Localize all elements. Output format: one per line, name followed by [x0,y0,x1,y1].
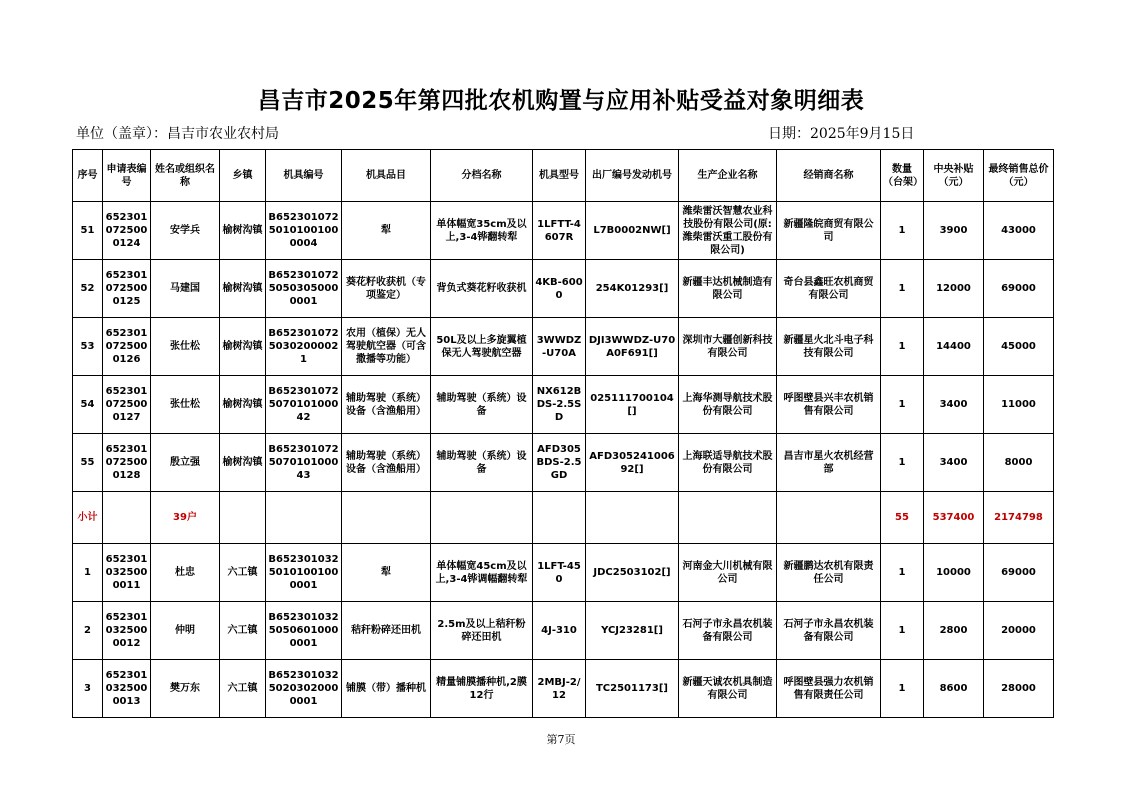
cell-grade: 单体幅宽35cm及以上,3-4铧翻转犁 [431,202,533,260]
empty-cell [586,492,679,544]
empty-cell [342,492,431,544]
cell-price: 20000 [984,602,1054,660]
cell-model: 4KB-6000 [533,260,586,318]
col-header: 机具品目 [342,150,431,202]
cell-model: 4J-310 [533,602,586,660]
cell-manufacturer: 新疆丰达机械制造有限公司 [679,260,777,318]
col-header: 出厂编号发动机号 [586,150,679,202]
cell-machine-no: B65230107250302000021 [266,318,342,376]
cell-town: 榆树沟镇 [220,376,266,434]
cell-dealer: 昌吉市星火农机经营部 [777,434,881,492]
cell-machine-no: B65230107250503050000001 [266,260,342,318]
cell-town: 榆树沟镇 [220,260,266,318]
subtotal-label: 小计 [73,492,103,544]
cell-subsidy: 8600 [924,660,984,718]
cell-subsidy: 14400 [924,318,984,376]
page-number: 第7页 [546,733,576,746]
cell-name: 杜忠 [151,544,220,602]
table-row [73,434,1054,492]
cell-model: 1LFT-450 [533,544,586,602]
cell-manufacturer: 深圳市大疆创新科技有限公司 [679,318,777,376]
unit-label: 单位（盖章）：昌吉市农业农村局 [76,126,279,142]
subtotal-price: 2174798 [984,492,1054,544]
cell-app-no: 6523010725000126 [103,318,151,376]
cell-name: 殷立强 [151,434,220,492]
cell-manufacturer: 石河子市永昌农机装备有限公司 [679,602,777,660]
col-header: 申请表编号 [103,150,151,202]
col-header: 经销商名称 [777,150,881,202]
cell-subsidy: 2800 [924,602,984,660]
cell-qty: 1 [881,202,924,260]
header-row [73,150,1054,202]
cell-model: 3WWDZ-U70A [533,318,586,376]
cell-category: 犁 [342,544,431,602]
cell-name: 安学兵 [151,202,220,260]
cell-dealer: 石河子市永昌农机装备有限公司 [777,602,881,660]
subtotal-households: 39户 [151,492,220,544]
page-title: 昌吉市2025年第四批农机购置与应用补贴受益对象明细表 [257,88,865,114]
cell-price: 45000 [984,318,1054,376]
cell-qty: 1 [881,376,924,434]
subsidy-detail-table [72,149,1054,718]
subtotal-subsidy: 537400 [924,492,984,544]
cell-qty: 1 [881,544,924,602]
cell-grade: 2.5m及以上秸秆粉碎还田机 [431,602,533,660]
empty-cell [431,492,533,544]
cell-manufacturer: 河南金大川机械有限公司 [679,544,777,602]
col-header: 姓名或组织名称 [151,150,220,202]
cell-dealer: 呼图壁县兴丰农机销售有限公司 [777,376,881,434]
cell-qty: 1 [881,660,924,718]
cell-no: 3 [73,660,103,718]
col-header: 分档名称 [431,150,533,202]
cell-town: 六工镇 [220,602,266,660]
cell-name: 马建国 [151,260,220,318]
cell-town: 榆树沟镇 [220,434,266,492]
cell-serial: AFD30524100692[] [586,434,679,492]
cell-grade: 单体幅宽45cm及以上,3-4铧调幅翻转犁 [431,544,533,602]
cell-app-no: 6523010725000124 [103,202,151,260]
cell-app-no: 6523010725000127 [103,376,151,434]
cell-category: 秸秆粉碎还田机 [342,602,431,660]
cell-town: 六工镇 [220,544,266,602]
col-header: 序号 [73,150,103,202]
cell-machine-no: B65230103250203020000001 [266,660,342,718]
cell-serial: 025111700104[] [586,376,679,434]
cell-name: 张仕松 [151,318,220,376]
cell-category: 农用（植保）无人驾驶航空器（可含撒播等功能） [342,318,431,376]
cell-app-no: 6523010325000012 [103,602,151,660]
col-header: 数量（台架） [881,150,924,202]
cell-grade: 50L及以上多旋翼植保无人驾驶航空器 [431,318,533,376]
cell-name: 张仕松 [151,376,220,434]
cell-subsidy: 3400 [924,434,984,492]
date-label: 日期：2025年9月15日 [768,126,915,142]
cell-price: 69000 [984,260,1054,318]
cell-serial: L7B0002NW[] [586,202,679,260]
cell-machine-no: B652301072507010100042 [266,376,342,434]
cell-no: 53 [73,318,103,376]
cell-serial: TC2501173[] [586,660,679,718]
col-header: 中央补贴（元） [924,150,984,202]
cell-no: 1 [73,544,103,602]
cell-machine-no: B652301072507010100043 [266,434,342,492]
table-row [73,318,1054,376]
table-row [73,376,1054,434]
cell-qty: 1 [881,434,924,492]
cell-serial: JDC2503102[] [586,544,679,602]
cell-dealer: 新疆星火北斗电子科技有限公司 [777,318,881,376]
cell-category: 葵花籽收获机（专项鉴定） [342,260,431,318]
empty-cell [679,492,777,544]
cell-model: AFD305BDS-2.5GD [533,434,586,492]
cell-category: 辅助驾驶（系统）设备（含渔船用） [342,434,431,492]
cell-qty: 1 [881,260,924,318]
cell-manufacturer: 潍柴雷沃智慧农业科技股份有限公司(原:潍柴雷沃重工股份有限公司) [679,202,777,260]
cell-town: 榆树沟镇 [220,202,266,260]
cell-no: 52 [73,260,103,318]
cell-price: 43000 [984,202,1054,260]
cell-no: 55 [73,434,103,492]
cell-subsidy: 3900 [924,202,984,260]
col-header: 生产企业名称 [679,150,777,202]
cell-town: 六工镇 [220,660,266,718]
cell-subsidy: 3400 [924,376,984,434]
cell-subsidy: 12000 [924,260,984,318]
cell-dealer: 新疆鹏达农机有限责任公司 [777,544,881,602]
cell-app-no: 6523010725000128 [103,434,151,492]
col-header: 机具编号 [266,150,342,202]
cell-manufacturer: 上海华测导航技术股份有限公司 [679,376,777,434]
cell-machine-no: B65230103250101001000001 [266,544,342,602]
cell-dealer: 呼图壁县强力农机销售有限责任公司 [777,660,881,718]
subtotal-qty: 55 [881,492,924,544]
empty-cell [103,492,151,544]
subtotal-row [73,492,1054,544]
cell-name: 樊万东 [151,660,220,718]
table-row [73,260,1054,318]
table-row [73,202,1054,260]
cell-category: 辅助驾驶（系统）设备（含渔船用） [342,376,431,434]
cell-category: 犁 [342,202,431,260]
cell-qty: 1 [881,602,924,660]
col-header: 机具型号 [533,150,586,202]
cell-model: NX612BDS-2.5SD [533,376,586,434]
empty-cell [220,492,266,544]
cell-app-no: 6523010325000013 [103,660,151,718]
col-header: 乡镇 [220,150,266,202]
cell-app-no: 6523010325000011 [103,544,151,602]
cell-price: 28000 [984,660,1054,718]
cell-qty: 1 [881,318,924,376]
cell-price: 11000 [984,376,1054,434]
cell-model: 2MBJ-2/12 [533,660,586,718]
cell-grade: 辅助驾驶（系统）设备 [431,434,533,492]
cell-price: 69000 [984,544,1054,602]
cell-manufacturer: 新疆天诚农机具制造有限公司 [679,660,777,718]
cell-app-no: 6523010725000125 [103,260,151,318]
empty-cell [777,492,881,544]
cell-price: 8000 [984,434,1054,492]
cell-no: 2 [73,602,103,660]
cell-no: 54 [73,376,103,434]
cell-model: 1LFTT-4607R [533,202,586,260]
cell-grade: 背负式葵花籽收获机 [431,260,533,318]
empty-cell [266,492,342,544]
table-row [73,660,1054,718]
cell-machine-no: B65230107250101001000004 [266,202,342,260]
cell-subsidy: 10000 [924,544,984,602]
cell-category: 铺膜（带）播种机 [342,660,431,718]
cell-name: 仲明 [151,602,220,660]
cell-manufacturer: 上海联适导航技术股份有限公司 [679,434,777,492]
cell-serial: 254K01293[] [586,260,679,318]
table-row [73,602,1054,660]
cell-serial: DJI3WWDZ-U70A0F691[] [586,318,679,376]
col-header: 最终销售总价（元） [984,150,1054,202]
cell-no: 51 [73,202,103,260]
cell-serial: YCJ23281[] [586,602,679,660]
table-row [73,544,1054,602]
cell-town: 榆树沟镇 [220,318,266,376]
cell-dealer: 新疆隆皖商贸有限公司 [777,202,881,260]
cell-dealer: 奇台县鑫旺农机商贸有限公司 [777,260,881,318]
cell-machine-no: B65230103250506010000001 [266,602,342,660]
cell-grade: 辅助驾驶（系统）设备 [431,376,533,434]
empty-cell [533,492,586,544]
cell-grade: 精量铺膜播种机,2膜12行 [431,660,533,718]
